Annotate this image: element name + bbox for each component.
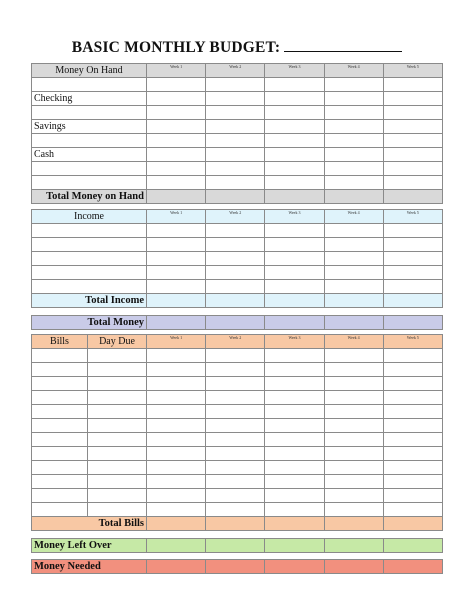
bills-cell[interactable]: [265, 461, 324, 475]
money-on-hand-row: [32, 134, 443, 148]
bills-cell[interactable]: [147, 489, 206, 503]
bills-total-label: Total Bills: [32, 517, 147, 531]
bills-cell[interactable]: [265, 391, 324, 405]
bills-row-label[interactable]: [32, 405, 88, 419]
bills-cell[interactable]: [324, 461, 383, 475]
money-on-hand-cell[interactable]: [383, 162, 442, 176]
bills-cell[interactable]: [265, 405, 324, 419]
total-money-cell[interactable]: [383, 316, 442, 330]
money-on-hand-cell[interactable]: [324, 148, 383, 162]
money-on-hand-cell[interactable]: [206, 92, 265, 106]
money-on-hand-cell[interactable]: [383, 134, 442, 148]
bills-row-label[interactable]: [88, 503, 147, 517]
bills-cell[interactable]: [324, 419, 383, 433]
money-on-hand-cell[interactable]: [383, 176, 442, 190]
money-on-hand-cell[interactable]: [324, 78, 383, 92]
money-needed-cell[interactable]: [206, 560, 265, 574]
bills-cell[interactable]: [147, 391, 206, 405]
money-on-hand-cell[interactable]: [147, 162, 206, 176]
income-row: [32, 266, 443, 280]
bills-row-label[interactable]: [32, 489, 88, 503]
money-on-hand-table: [31, 63, 443, 204]
bills-row: [32, 489, 443, 503]
income-cell[interactable]: [383, 266, 442, 280]
bills-row: [32, 419, 443, 433]
bills-total-cell[interactable]: [383, 517, 442, 531]
money-on-hand-row: [32, 106, 443, 120]
money-left-over-cell[interactable]: [265, 539, 324, 553]
money-on-hand-row: [32, 162, 443, 176]
income-cell[interactable]: [206, 266, 265, 280]
bills-cell[interactable]: [206, 419, 265, 433]
bills-cell[interactable]: [147, 419, 206, 433]
money-left-over-table: [31, 538, 443, 553]
bills-row-label[interactable]: [88, 433, 147, 447]
income-week-header: Week 3: [265, 210, 324, 224]
total-money-cell[interactable]: [147, 316, 206, 330]
bills-total-cell[interactable]: [206, 517, 265, 531]
money-on-hand-row: [32, 92, 443, 106]
bills-row: [32, 405, 443, 419]
money-left-over-row: [32, 539, 443, 553]
income-total-cell[interactable]: [265, 294, 324, 308]
bills-row: [32, 349, 443, 363]
money-on-hand-cell[interactable]: [265, 78, 324, 92]
bills-cell[interactable]: [265, 475, 324, 489]
income-row: [32, 280, 443, 294]
income-cell[interactable]: [324, 224, 383, 238]
money-on-hand-row-label[interactable]: [32, 176, 147, 190]
income-total-cell[interactable]: [147, 294, 206, 308]
money-on-hand-row: [32, 120, 443, 134]
bills-cell[interactable]: [383, 447, 442, 461]
bills-week-header: Week 4: [324, 335, 383, 349]
bills-total-cell[interactable]: [265, 517, 324, 531]
money-on-hand-cell[interactable]: [206, 120, 265, 134]
bills-cell[interactable]: [383, 377, 442, 391]
bills-row-label[interactable]: [88, 391, 147, 405]
income-total-cell[interactable]: [206, 294, 265, 308]
income-row-label[interactable]: [32, 224, 147, 238]
income-week-header: Week 2: [206, 210, 265, 224]
bills-week-header: Week 1: [147, 335, 206, 349]
bills-row: [32, 377, 443, 391]
money-on-hand-cell[interactable]: [265, 106, 324, 120]
money-on-hand-cell[interactable]: [265, 162, 324, 176]
money-on-hand-cell[interactable]: [265, 176, 324, 190]
money-on-hand-header-row: [32, 64, 443, 78]
income-row: [32, 224, 443, 238]
income-total-cell[interactable]: [324, 294, 383, 308]
bills-cell[interactable]: [324, 405, 383, 419]
bills-cell[interactable]: [206, 349, 265, 363]
income-cell[interactable]: [206, 238, 265, 252]
money-on-hand-row: [32, 78, 443, 92]
money-on-hand-cell[interactable]: [206, 162, 265, 176]
total-money-cell[interactable]: [324, 316, 383, 330]
income-cell[interactable]: [147, 252, 206, 266]
day-due-header: Day Due: [88, 335, 147, 349]
bills-cell[interactable]: [324, 377, 383, 391]
income-cell[interactable]: [324, 238, 383, 252]
bills-cell[interactable]: [206, 475, 265, 489]
bills-week-header: Week 2: [206, 335, 265, 349]
money-on-hand-total-cell[interactable]: [265, 190, 324, 204]
bills-cell[interactable]: [265, 433, 324, 447]
income-week-header: Week 4: [324, 210, 383, 224]
bills-row: [32, 461, 443, 475]
money-on-hand-total-cell[interactable]: [147, 190, 206, 204]
month-blank-line[interactable]: [284, 39, 402, 52]
bills-cell[interactable]: [383, 405, 442, 419]
bills-row-label[interactable]: [32, 461, 88, 475]
money-on-hand-total-row: [32, 190, 443, 204]
money-on-hand-total-cell[interactable]: [324, 190, 383, 204]
bills-row-label[interactable]: [88, 349, 147, 363]
money-on-hand-cell[interactable]: [383, 148, 442, 162]
bills-row-label[interactable]: [88, 363, 147, 377]
bills-cell[interactable]: [324, 391, 383, 405]
income-cell[interactable]: [265, 280, 324, 294]
money-on-hand-cell[interactable]: [206, 176, 265, 190]
money-on-hand-row-label[interactable]: Cash: [32, 148, 147, 162]
money-on-hand-cell[interactable]: [147, 92, 206, 106]
bills-cell[interactable]: [383, 419, 442, 433]
income-cell[interactable]: [265, 266, 324, 280]
money-on-hand-total-cell[interactable]: [206, 190, 265, 204]
money-on-hand-row: [32, 176, 443, 190]
bills-cell[interactable]: [324, 349, 383, 363]
bills-cell[interactable]: [383, 391, 442, 405]
bills-cell[interactable]: [324, 475, 383, 489]
money-on-hand-row: [32, 148, 443, 162]
money-on-hand-total-cell[interactable]: [383, 190, 442, 204]
bills-total-cell[interactable]: [147, 517, 206, 531]
money-left-over-cell[interactable]: [383, 539, 442, 553]
income-cell[interactable]: [147, 224, 206, 238]
bills-cell[interactable]: [147, 405, 206, 419]
bills-row-label[interactable]: [32, 503, 88, 517]
income-total-cell[interactable]: [383, 294, 442, 308]
bills-cell[interactable]: [147, 461, 206, 475]
bills-cell[interactable]: [324, 489, 383, 503]
income-cell[interactable]: [383, 280, 442, 294]
income-cell[interactable]: [383, 252, 442, 266]
total-money-row: [32, 316, 443, 330]
income-cell[interactable]: [147, 238, 206, 252]
bills-row-label[interactable]: [32, 363, 88, 377]
money-on-hand-row-label[interactable]: [32, 134, 147, 148]
income-cell[interactable]: [265, 224, 324, 238]
money-on-hand-cell[interactable]: [147, 148, 206, 162]
bills-row: [32, 503, 443, 517]
bills-cell[interactable]: [206, 489, 265, 503]
bills-row: [32, 391, 443, 405]
bills-cell[interactable]: [383, 363, 442, 377]
income-row-label[interactable]: [32, 252, 147, 266]
bills-cell[interactable]: [265, 377, 324, 391]
income-cell[interactable]: [324, 266, 383, 280]
bills-cell[interactable]: [324, 433, 383, 447]
bills-row-label[interactable]: [32, 377, 88, 391]
money-on-hand-cell[interactable]: [324, 176, 383, 190]
money-on-hand-cell[interactable]: [147, 176, 206, 190]
total-money-cell[interactable]: [206, 316, 265, 330]
bills-total-cell[interactable]: [324, 517, 383, 531]
money-on-hand-cell[interactable]: [324, 120, 383, 134]
total-money-label: Total Money: [32, 316, 147, 330]
money-on-hand-total-label: Total Money on Hand: [32, 190, 147, 204]
bills-cell[interactable]: [383, 475, 442, 489]
bills-cell[interactable]: [147, 475, 206, 489]
bills-cell[interactable]: [265, 349, 324, 363]
money-on-hand-cell[interactable]: [324, 92, 383, 106]
money-on-hand-row-label[interactable]: Savings: [32, 120, 147, 134]
income-cell[interactable]: [324, 252, 383, 266]
bills-header: Bills: [32, 335, 88, 349]
bills-cell[interactable]: [206, 377, 265, 391]
bills-cell[interactable]: [206, 363, 265, 377]
bills-week-header: Week 5: [383, 335, 442, 349]
income-header-row: [32, 210, 443, 224]
total-money-cell[interactable]: [265, 316, 324, 330]
bills-cell[interactable]: [383, 503, 442, 517]
income-row-label[interactable]: [32, 266, 147, 280]
income-cell[interactable]: [147, 280, 206, 294]
bills-row-label[interactable]: [32, 391, 88, 405]
money-on-hand-cell[interactable]: [383, 106, 442, 120]
income-total-label: Total Income: [32, 294, 147, 308]
income-row-label[interactable]: [32, 280, 147, 294]
money-on-hand-week-header: Week 1: [147, 64, 206, 78]
money-on-hand-cell[interactable]: [324, 106, 383, 120]
income-row: [32, 252, 443, 266]
money-on-hand-week-header: Week 3: [265, 64, 324, 78]
money-on-hand-cell[interactable]: [324, 162, 383, 176]
money-on-hand-cell[interactable]: [383, 92, 442, 106]
money-needed-label: Money Needed: [32, 560, 147, 574]
bills-row-label[interactable]: [32, 349, 88, 363]
income-week-header: Week 1: [147, 210, 206, 224]
money-needed-table: [31, 559, 443, 574]
money-needed-cell[interactable]: [147, 560, 206, 574]
income-row-label[interactable]: [32, 238, 147, 252]
income-cell[interactable]: [206, 224, 265, 238]
bills-cell[interactable]: [147, 433, 206, 447]
bills-table: [31, 334, 443, 531]
income-table: [31, 209, 443, 308]
money-on-hand-row-label[interactable]: [32, 162, 147, 176]
money-on-hand-week-header: Week 5: [383, 64, 442, 78]
income-cell[interactable]: [206, 252, 265, 266]
bills-row-label[interactable]: [88, 461, 147, 475]
bills-cell[interactable]: [383, 489, 442, 503]
income-cell[interactable]: [383, 224, 442, 238]
bills-row-label[interactable]: [88, 447, 147, 461]
money-on-hand-cell[interactable]: [147, 106, 206, 120]
money-on-hand-row-label[interactable]: Checking: [32, 92, 147, 106]
bills-row-label[interactable]: [32, 475, 88, 489]
income-week-header: Week 5: [383, 210, 442, 224]
money-on-hand-cell[interactable]: [265, 120, 324, 134]
money-on-hand-cell[interactable]: [147, 78, 206, 92]
bills-row-label[interactable]: [88, 489, 147, 503]
income-total-row: [32, 294, 443, 308]
bills-cell[interactable]: [206, 447, 265, 461]
bills-cell[interactable]: [147, 447, 206, 461]
bills-cell[interactable]: [147, 363, 206, 377]
bills-cell[interactable]: [383, 461, 442, 475]
bills-cell[interactable]: [265, 503, 324, 517]
bills-row-label[interactable]: [88, 475, 147, 489]
bills-row-label[interactable]: [32, 447, 88, 461]
money-on-hand-cell[interactable]: [383, 120, 442, 134]
bills-cell[interactable]: [324, 447, 383, 461]
money-needed-cell[interactable]: [324, 560, 383, 574]
bills-cell[interactable]: [265, 489, 324, 503]
bills-cell[interactable]: [265, 419, 324, 433]
bills-cell[interactable]: [206, 461, 265, 475]
money-on-hand-cell[interactable]: [206, 106, 265, 120]
income-cell[interactable]: [206, 280, 265, 294]
money-on-hand-cell[interactable]: [206, 134, 265, 148]
bills-cell[interactable]: [206, 503, 265, 517]
money-on-hand-cell[interactable]: [265, 148, 324, 162]
money-left-over-cell[interactable]: [147, 539, 206, 553]
bills-row-label[interactable]: [88, 419, 147, 433]
income-header: Income: [32, 210, 147, 224]
bills-cell[interactable]: [147, 349, 206, 363]
money-on-hand-cell[interactable]: [147, 134, 206, 148]
money-needed-cell[interactable]: [383, 560, 442, 574]
bills-row-label[interactable]: [32, 433, 88, 447]
money-needed-cell[interactable]: [265, 560, 324, 574]
money-on-hand-cell[interactable]: [383, 78, 442, 92]
income-cell[interactable]: [147, 266, 206, 280]
money-on-hand-cell[interactable]: [324, 134, 383, 148]
money-on-hand-header: Money On Hand: [32, 64, 147, 78]
income-row: [32, 238, 443, 252]
money-on-hand-cell[interactable]: [206, 78, 265, 92]
income-cell[interactable]: [383, 238, 442, 252]
bills-row-label[interactable]: [88, 377, 147, 391]
bills-cell[interactable]: [206, 405, 265, 419]
bills-cell[interactable]: [206, 391, 265, 405]
bills-cell[interactable]: [324, 363, 383, 377]
money-needed-row: [32, 560, 443, 574]
money-left-over-cell[interactable]: [206, 539, 265, 553]
total-money-table: [31, 315, 443, 330]
money-on-hand-cell[interactable]: [265, 92, 324, 106]
money-on-hand-cell[interactable]: [265, 134, 324, 148]
income-cell[interactable]: [324, 280, 383, 294]
bills-cell[interactable]: [265, 363, 324, 377]
bills-cell[interactable]: [383, 349, 442, 363]
bills-cell[interactable]: [324, 503, 383, 517]
bills-row: [32, 363, 443, 377]
money-left-over-cell[interactable]: [324, 539, 383, 553]
bills-header-row: [32, 335, 443, 349]
income-cell[interactable]: [265, 252, 324, 266]
bills-row: [32, 475, 443, 489]
money-on-hand-row-label[interactable]: [32, 106, 147, 120]
bills-week-header: Week 3: [265, 335, 324, 349]
bills-row: [32, 433, 443, 447]
bills-cell[interactable]: [383, 433, 442, 447]
bills-row-label[interactable]: [32, 419, 88, 433]
bills-cell[interactable]: [265, 447, 324, 461]
money-on-hand-cell[interactable]: [147, 120, 206, 134]
money-on-hand-week-header: Week 2: [206, 64, 265, 78]
title-text: BASIC MONTHLY BUDGET:: [71, 39, 281, 56]
money-on-hand-cell[interactable]: [206, 148, 265, 162]
bills-cell[interactable]: [147, 377, 206, 391]
income-cell[interactable]: [265, 238, 324, 252]
money-on-hand-week-header: Week 4: [324, 64, 383, 78]
bills-cell[interactable]: [147, 503, 206, 517]
bills-cell[interactable]: [206, 433, 265, 447]
bills-row: [32, 447, 443, 461]
bills-row-label[interactable]: [88, 405, 147, 419]
page-title: [0, 39, 474, 57]
money-left-over-label: Money Left Over: [32, 539, 147, 553]
bills-total-row: [32, 517, 443, 531]
money-on-hand-row-label[interactable]: [32, 78, 147, 92]
